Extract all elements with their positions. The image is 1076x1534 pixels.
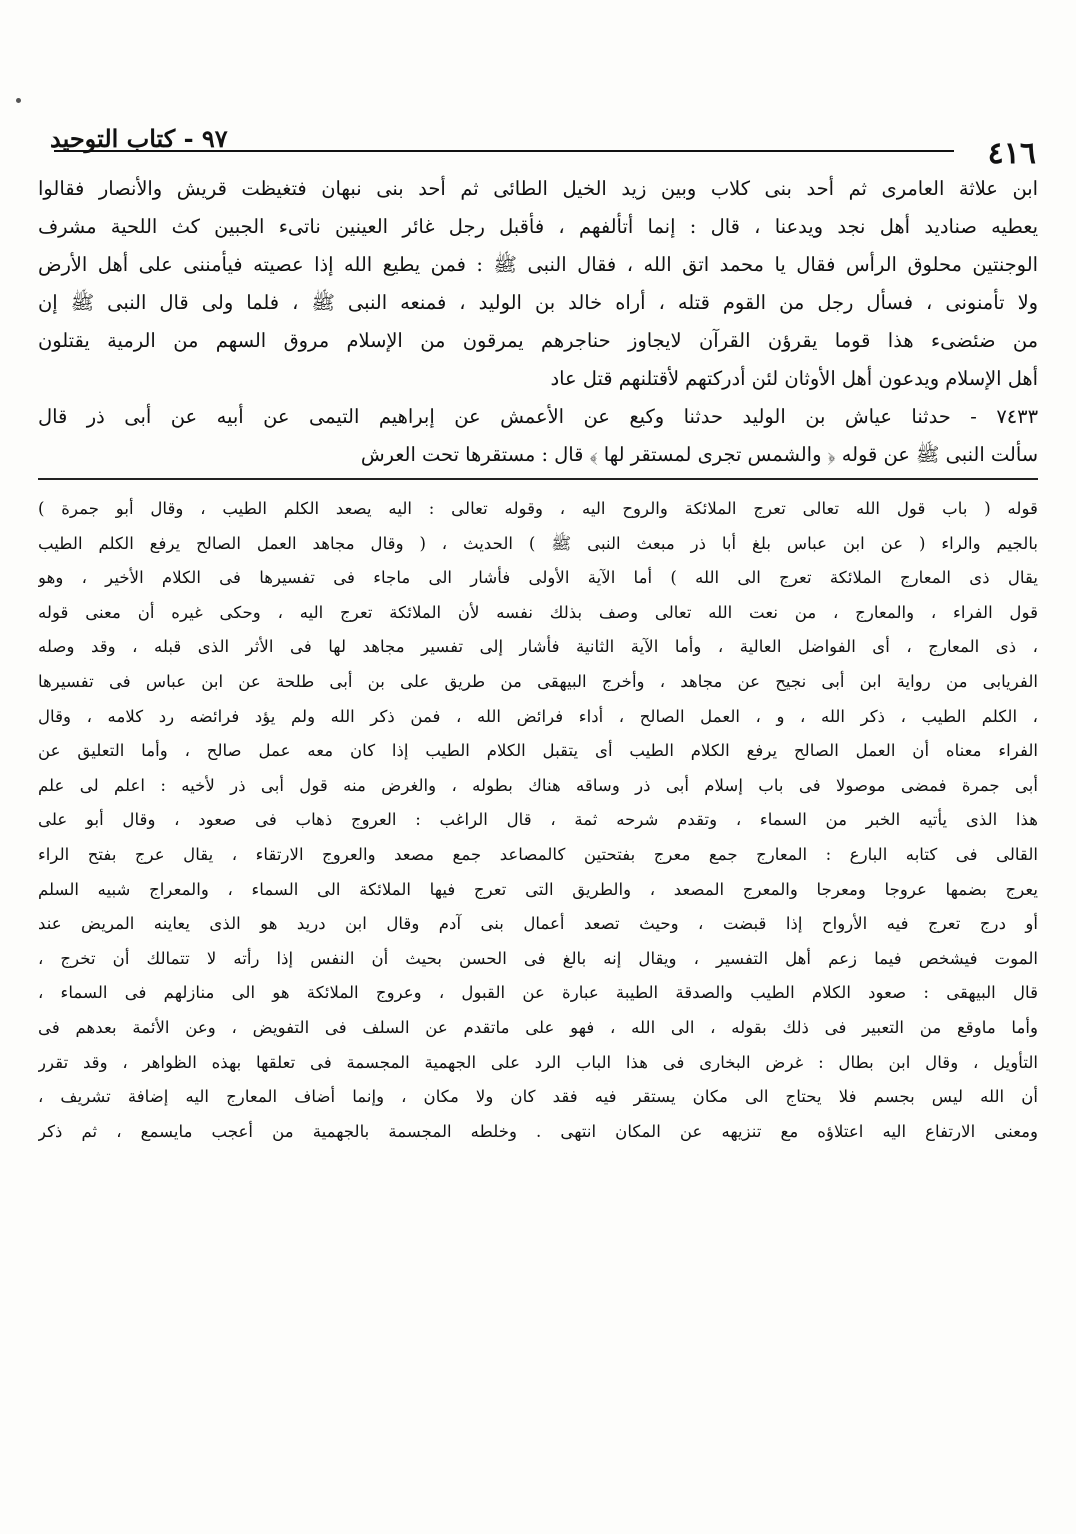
speck-mark	[16, 98, 21, 103]
commentary-line: قال البيهقى : صعود الكلام الطيب والصدقة الطيبة عبارة عن القبول ، وعروج الملائكة هو الى منازلهم فى السماء ،	[38, 983, 1038, 1003]
header-rule	[54, 150, 954, 152]
commentary-line: ومعنى الارتفاع اليه اعتلاؤه مع تنزيهه عن المكان انتهى . وخلطه المجسمة بالجهمية من أعجب مايسمع ، ثم ذكر	[38, 1121, 1038, 1141]
page-body	[38, 170, 1038, 1149]
commentary-line: الفراء معناه أن العمل الصالح يرفع الكلام الطيب أى يتقبل الكلام الطيب إذا كان معه عمل صالح ، وأما التعليق عن	[38, 741, 1038, 761]
commentary-line: أو درج تعرج فيه الأرواح إذا قبضت ، وحيث تصعد أعمال بنى آدم وقال ابن دريد هو الذى يعاينه المريض عند	[38, 914, 1038, 934]
commentary-line: أبى جمرة فمضى موصولا فى باب إسلام أبى ذر وساقه هناك بطوله ، والغرض منه قول أبى ذر لأخيه : اعلم لى علم	[38, 775, 1038, 795]
hadith-text	[38, 170, 1038, 474]
commentary-line: يعرج بضمها عروجا ومعرجا والمعرج المصعد ، والطريق التى تعرج فيها الملائكة الى السماء ، والمعراج شبيه السلم	[38, 879, 1038, 899]
commentary-line: ، الكلم الطيب ، ذكر الله ، و ، العمل الصالح ، أداء فرائض الله ، فمن ذكر الله ولم يؤد فرائضه رد كلامه ، وقال	[38, 706, 1038, 726]
commentary-line: يقال ذى المعارج الملائكة تعرج الى الله ) أما الآية الأولى فأشار الى ماجاء فى تفسيرها فى الكلام الأخير ، وهو	[38, 568, 1038, 588]
commentary-line: بالجيم والراء ( عن ابن عباس بلغ أبا ذر مبعث النبى ﷺ ) الحديث ، ( وقال مجاهد العمل الصالح يرفع الكلم الطيب	[38, 533, 1038, 553]
text-line: يعطيه صناديد أهل نجد ويدعنا ، قال : إنما أتألفهم ، فأقبل رجل غائر العينين ناتىء الجبين كث اللحية مشرف	[38, 215, 1038, 238]
text-line: ولا تأمنونى ، فسأل رجل من القوم قتله ، أراه خالد بن الوليد ، فمنعه النبى ﷺ ، فلما ولى قال النبى ﷺ إن	[38, 291, 1038, 314]
text-line: أهل الإسلام ويدعون أهل الأوثان لئن أدركتهم لأقتلنهم قتل عاد	[550, 367, 1038, 390]
text-line: ابن علاثة العامرى ثم أحد بنى كلاب وبين زيد الخيل الطائى ثم أحد بنى نبهان فتغيظت قريش والأنصار فقالوا	[38, 177, 1038, 200]
commentary-line: ، ذى المعارج ، أى الفواضل العالية ، وأما الآية الثانية فأشار إلى تفسير مجاهد لها فى الأثر الذى قبله ، وقد وصله	[38, 637, 1038, 657]
commentary-line: القالى فى كتابه البارع : المعارج جمع معرج بفتحتين كالمصاعد جمع مصعد والعروج الارتقاء ، يقال عرج بفتح الراء	[38, 844, 1038, 864]
running-title: ٩٧ - كتاب التوحيد	[50, 124, 228, 153]
hadith-number-line: ٧٤٣٣ - حدثنا عياش بن الوليد حدثنا وكيع عن الأعمش عن إبراهيم التيمى عن أبيه عن أبى ذر قال	[38, 405, 1038, 428]
page-header	[40, 118, 1040, 171]
commentary-line: الموت فيشخص فيما زعم أهل التفسير ، ويقال إنه بالغ فى الحسن بحيث أن النفس إذا رأته لا تتمالك أن تخرج ،	[38, 948, 1038, 968]
commentary-line: أن الله ليس بجسم فلا يحتاج الى مكان يستقر فيه فقد كان ولا مكان ، وإنما أضاف المعارج اليه إضافة تشريف ،	[38, 1087, 1038, 1107]
commentary-line: وأما ماوقع من التعبير فى ذلك بقوله ، الى الله ، فهو على ماتقدم عن السلف فى التفويض ، وعن الأئمة بعدهم فى	[38, 1017, 1038, 1037]
section-divider	[38, 478, 1038, 492]
commentary-line: قوله ( باب قول الله تعالى تعرج الملائكة والروح اليه ، وقوله تعالى : اليه يصعد الكلم الطيب ، وقال أبو جمرة )	[38, 499, 1038, 518]
commentary-line: هذا الذى يأتيه الخبر من السماء ، وتقدم شرحه ثمة ، قال الراغب : العروج ذهاب فى صعود ، وقال أبو على	[38, 810, 1038, 830]
commentary-line: قول الفراء ، والمعارج ، من نعت الله تعالى وصف بذلك نفسه لأن الملائكة تعرج اليه ، وحكى غيره أن معنى قوله	[38, 602, 1038, 622]
page-number: ٤١٦	[987, 136, 1036, 171]
text-line: الوجنتين محلوق الرأس فقال يا محمد اتق الله ، فقال النبى ﷺ : فمن يطيع الله إذا عصيته فيأمننى على أهل الأرض	[38, 253, 1038, 276]
commentary-text	[38, 492, 1038, 1149]
commentary-line: التأويل ، وقال ابن بطال : غرض البخارى فى هذا الباب الرد على الجهمية المجسمة فى تعلقها بهذه الظواهر ، وقد تقرر	[38, 1052, 1038, 1072]
commentary-line: الفريابى من رواية ابن أبى نجيح عن مجاهد ، وأخرج البيهقى من طريق على بن أبى طلحة عن ابن عباس فى تفسيرها	[38, 671, 1038, 691]
text-line: من ضئضىء هذا قوما يقرؤن القرآن لايجاوز حناجرهم يمرقون من الإسلام مروق السهم من الرمية يقتلون	[38, 329, 1038, 352]
text-line: سألت النبى ﷺ عن قوله ﴿ والشمس تجرى لمستقر لها ﴾ قال : مستقرها تحت العرش	[360, 443, 1038, 466]
